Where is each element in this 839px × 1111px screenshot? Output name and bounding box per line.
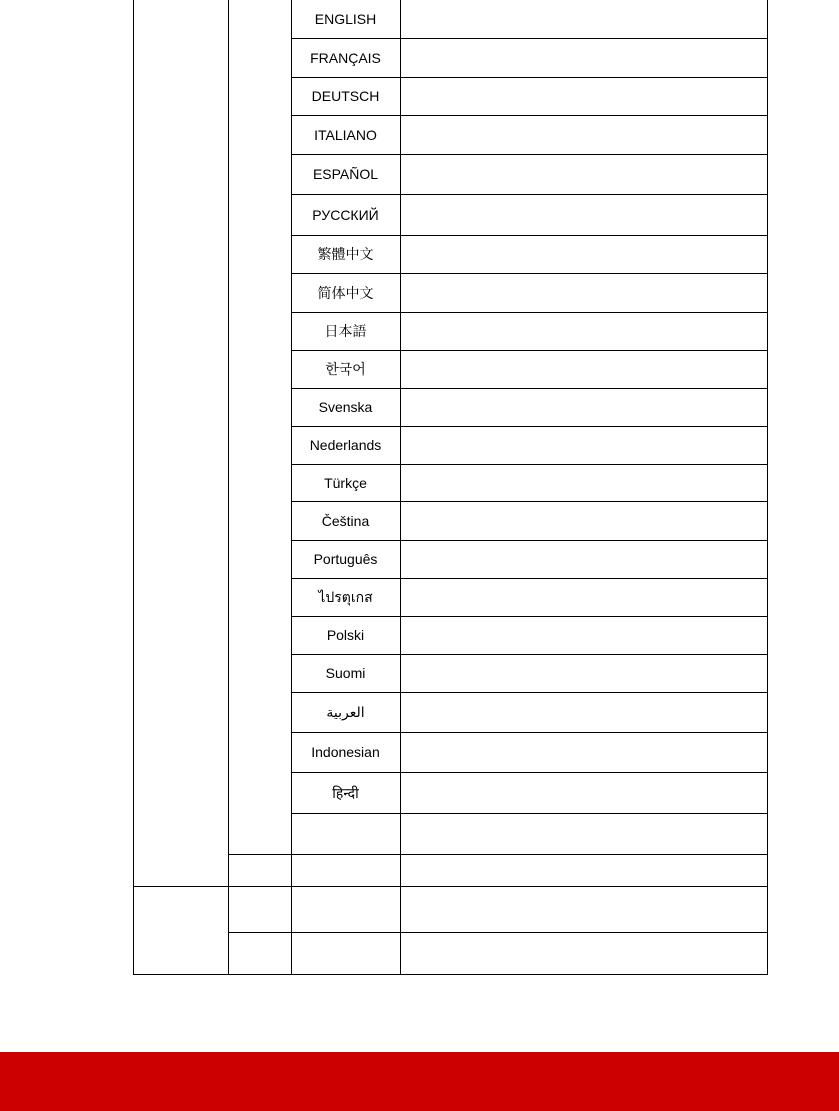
language-option: ไปรตุเกส — [318, 589, 373, 605]
row-divider — [291, 273, 768, 274]
language-option: FRANÇAIS — [310, 49, 381, 66]
row-divider — [291, 115, 768, 116]
row-divider — [291, 194, 768, 195]
row-divider — [291, 388, 768, 389]
row-divider — [291, 38, 768, 39]
language-option: Indonesian — [311, 744, 380, 760]
language-option: 繁體中文 — [317, 246, 374, 262]
row-divider — [291, 235, 768, 236]
row-divider — [291, 692, 768, 693]
row-divider — [291, 312, 768, 313]
row-divider — [291, 854, 768, 855]
row-divider — [291, 154, 768, 155]
column-divider — [228, 0, 229, 975]
row-divider — [291, 616, 768, 617]
language-option: العربية — [326, 704, 365, 720]
language-option: 한국어 — [325, 361, 366, 377]
row-divider — [133, 886, 768, 887]
language-option: ENGLISH — [314, 11, 377, 27]
row-divider — [291, 426, 768, 427]
row-divider — [228, 932, 768, 933]
row-divider — [291, 578, 768, 579]
language-option: Polski — [326, 627, 365, 643]
row-divider — [291, 350, 768, 351]
language-option: 日本語 — [324, 323, 367, 339]
language-option: Türkçe — [324, 474, 367, 491]
language-option: 简体中文 — [317, 284, 374, 301]
language-option: Nederlands — [309, 437, 382, 453]
row-divider — [291, 540, 768, 541]
row-divider — [291, 464, 768, 465]
footer-bar — [0, 1052, 839, 1111]
language-option: Svenska — [318, 399, 373, 415]
language-option: Português — [313, 551, 378, 567]
row-divider — [291, 654, 768, 655]
row-divider — [291, 772, 768, 773]
language-option: РУССКИЙ — [312, 206, 379, 223]
language-option: Suomi — [325, 665, 366, 681]
language-option: हिन्दी — [332, 784, 359, 801]
row-divider — [291, 732, 768, 733]
row-divider — [291, 813, 768, 814]
row-divider — [228, 854, 291, 855]
language-option: DEUTSCH — [311, 88, 380, 104]
language-option: ESPAÑOL — [312, 166, 379, 182]
row-divider — [291, 501, 768, 502]
language-option: Čeština — [321, 512, 370, 529]
row-divider — [291, 77, 768, 78]
column-divider — [400, 0, 401, 975]
language-option: ITALIANO — [314, 126, 377, 143]
